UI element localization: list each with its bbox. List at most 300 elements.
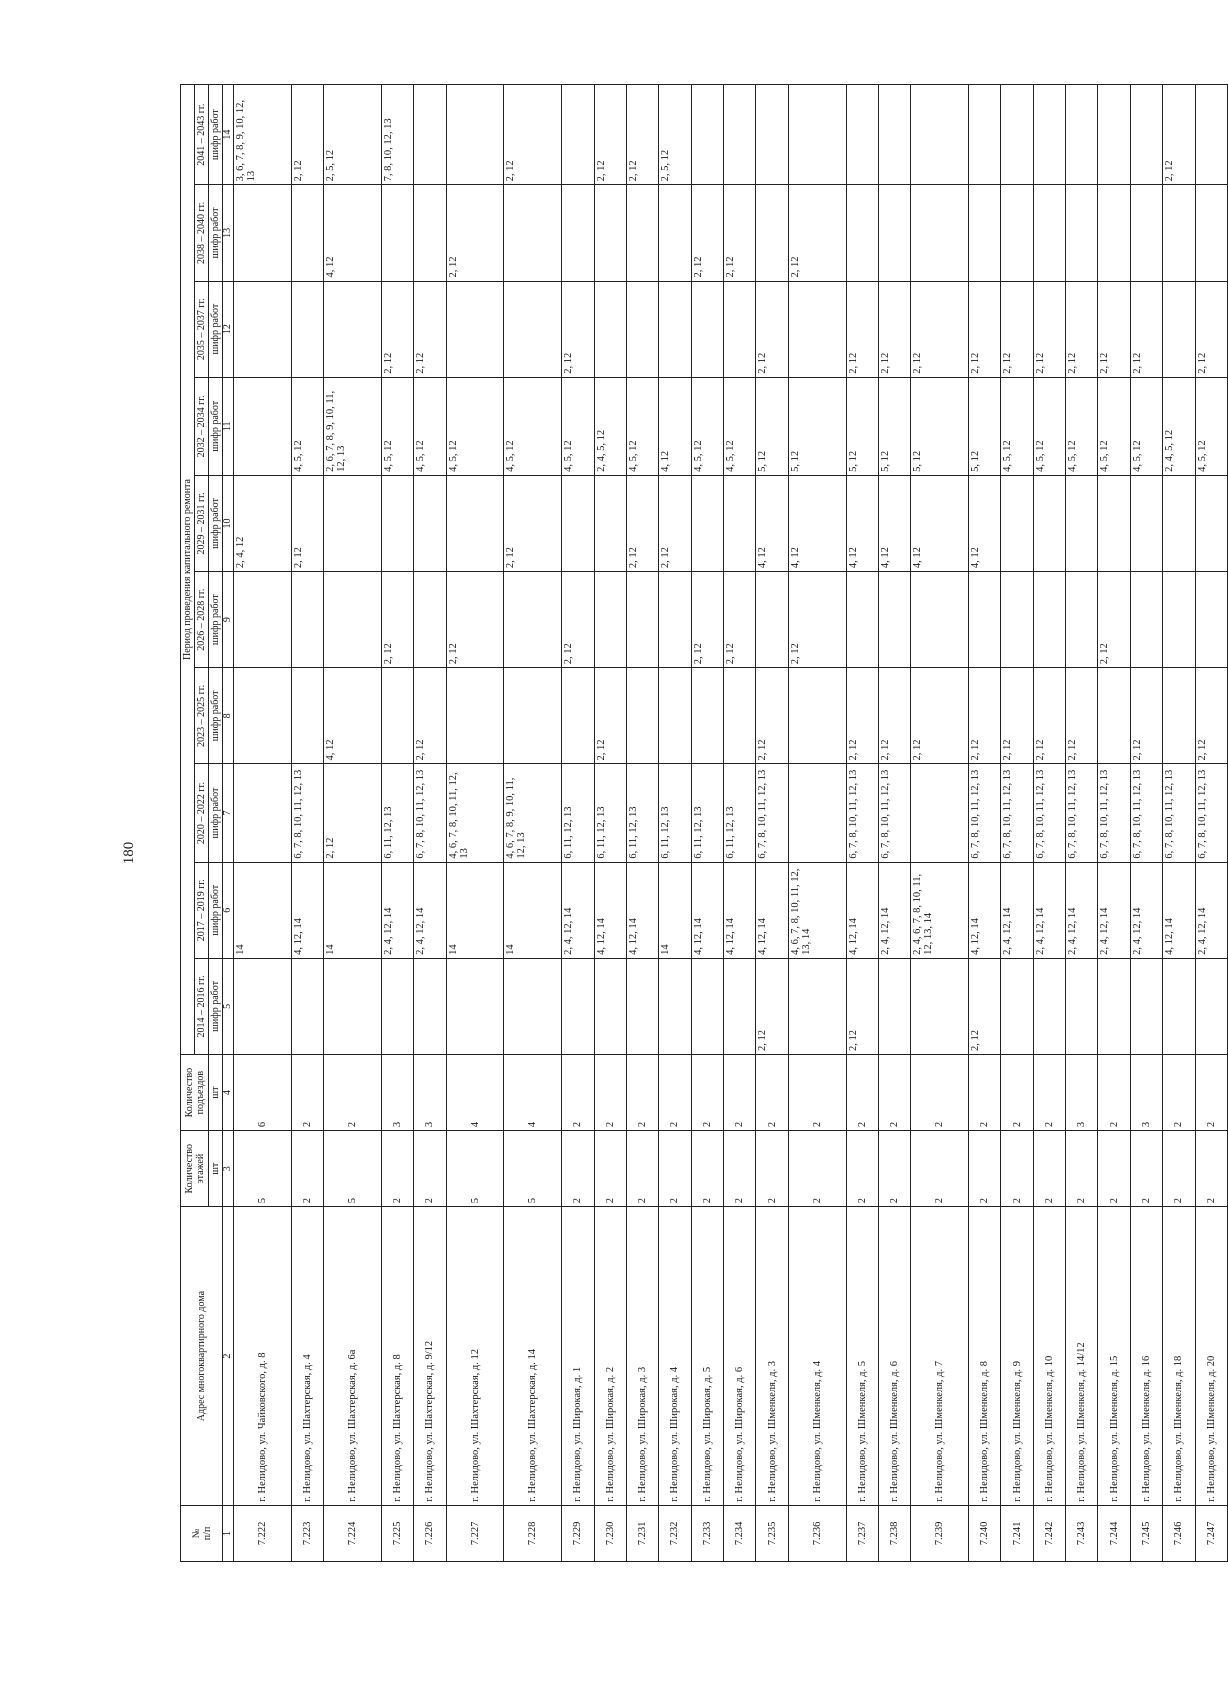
column-number-12: 12 [223,281,234,377]
row-address: г. Нелидово, ул. Шменкеля, д. 6 [878,1207,910,1506]
row-period-cell: 4, 5, 12 [1195,377,1227,475]
row-period-cell [878,185,910,281]
row-entrances: 2 [691,1055,723,1131]
row-period-cell: 6, 7, 8, 10, 11, 12, 13 [969,764,1001,862]
table-row [504,85,562,1562]
row-entrances: 2 [911,1055,969,1131]
row-number: 7.239 [911,1505,969,1561]
row-entrances: 2 [878,1055,910,1131]
row-period-cell: 2, 12 [1130,281,1162,377]
row-period-cell: 2, 12 [291,475,323,571]
row-period-cell [414,958,446,1054]
row-period-cell: 2, 4, 5, 12 [594,377,626,475]
row-period-cell [1163,572,1195,668]
table-row [846,85,878,1562]
row-period-cell [756,185,788,281]
row-period-cell: 6, 7, 8, 10, 11, 12, 13 [414,764,446,862]
column-number-11: 11 [223,377,234,475]
row-period-cell: 2, 12 [626,475,658,571]
row-period-cell: 6, 11, 12, 13 [594,764,626,862]
row-period-cell [1130,572,1162,668]
row-period-cell [846,572,878,668]
row-period-cell: 2, 12 [788,572,846,668]
row-period-cell [1066,85,1098,185]
header-period-unit-0: шифр работ [209,958,223,1054]
column-number-14: 14 [223,85,234,185]
row-period-cell [691,958,723,1054]
row-period-cell [504,668,562,764]
row-period-cell [691,281,723,377]
header-floors-unit: шт [209,1131,223,1207]
row-period-cell: 6, 7, 8, 10, 11, 12, 13 [846,764,878,862]
row-address: г. Нелидово, ул. Шменкеля, д. 7 [911,1207,969,1506]
row-period-cell: 5, 12 [756,377,788,475]
row-period-cell: 4, 12 [969,475,1001,571]
row-number: 7.242 [1033,1505,1065,1561]
row-period-cell: 6, 7, 8, 10, 11, 12, 13 [756,764,788,862]
table-row [1001,85,1033,1562]
row-period-cell [1195,185,1227,281]
row-period-cell: 6, 7, 8, 10, 11, 12, 13 [1066,764,1098,862]
row-period-cell: 5, 12 [969,377,1001,475]
row-period-cell: 2, 12 [756,958,788,1054]
row-address: г. Нелидово, ул. Шменкеля, д. 15 [1098,1207,1130,1506]
row-period-cell [911,85,969,185]
row-period-cell [691,475,723,571]
row-period-cell: 2, 12 [1130,668,1162,764]
row-entrances: 2 [626,1055,658,1131]
row-period-cell [1130,958,1162,1054]
row-period-cell: 2, 5, 12 [659,85,691,185]
row-address: г. Нелидово, ул. Шахтерская, д. 6а [324,1207,382,1506]
row-period-cell [788,281,846,377]
row-address: г. Нелидово, ул. Широкая, д. 3 [626,1207,658,1506]
row-period-cell [626,281,658,377]
page-number: 180 [121,841,137,865]
row-period-cell [1195,958,1227,1054]
row-period-cell [691,668,723,764]
row-address: г. Нелидово, ул. Чайковского, д. 8 [234,1207,292,1506]
row-period-cell [659,185,691,281]
table-row [446,85,504,1562]
header-period-2: 2020 – 2022 гг. [195,764,209,862]
row-number: 7.223 [291,1505,323,1561]
row-entrances: 3 [1130,1055,1162,1131]
row-number: 7.237 [846,1505,878,1561]
row-floors: 2 [291,1131,323,1207]
row-floors: 2 [969,1131,1001,1207]
row-period-cell: 2, 12 [504,85,562,185]
row-period-cell [756,572,788,668]
row-period-cell [724,475,756,571]
column-number-8: 8 [223,668,234,764]
row-entrances: 2 [562,1055,594,1131]
row-period-cell [1098,668,1130,764]
row-number: 7.231 [626,1505,658,1561]
row-period-cell: 2, 12 [414,668,446,764]
table-row [878,85,910,1562]
row-period-cell [626,958,658,1054]
row-floors: 2 [878,1131,910,1207]
column-number-7: 7 [223,764,234,862]
row-number: 7.224 [324,1505,382,1561]
row-period-cell [724,281,756,377]
header-entrances-unit: шт [209,1055,223,1131]
row-address: г. Нелидово, ул. Шменкеля, д. 3 [756,1207,788,1506]
row-period-cell [1195,85,1227,185]
row-period-cell [1033,572,1065,668]
row-period-cell: 2, 12 [1001,281,1033,377]
header-period-unit-1: шифр работ [209,862,223,958]
row-period-cell [324,281,382,377]
row-period-cell: 2, 12 [756,668,788,764]
row-period-cell: 6, 11, 12, 13 [724,764,756,862]
row-period-cell: 4, 12, 14 [969,862,1001,958]
row-address: г. Нелидово, ул. Шменкеля, д. 14/12 [1066,1207,1098,1506]
row-period-cell [414,572,446,668]
row-number: 7.236 [788,1505,846,1561]
row-entrances: 2 [724,1055,756,1131]
row-number: 7.226 [414,1505,446,1561]
row-period-cell: 2, 12 [1066,281,1098,377]
row-period-cell: 4, 6, 7, 8, 10, 11, 12, 13 [446,764,504,862]
row-period-cell [504,281,562,377]
row-address: г. Нелидово, ул. Широкая, д. 6 [724,1207,756,1506]
row-number: 7.229 [562,1505,594,1561]
row-period-cell [1098,185,1130,281]
row-address: г. Нелидово, ул. Шменкеля, д. 16 [1130,1207,1162,1506]
row-period-cell [562,958,594,1054]
column-number-3: 3 [223,1131,234,1207]
row-floors: 2 [659,1131,691,1207]
row-period-cell: 4, 5, 12 [504,377,562,475]
row-period-cell: 2, 12 [381,572,413,668]
header-period-1: 2017 – 2019 гг. [195,862,209,958]
table-row [1033,85,1065,1562]
row-period-cell: 2, 4, 12, 14 [878,862,910,958]
row-period-cell: 6, 7, 8, 10, 11, 12, 13 [291,764,323,862]
table-row [724,85,756,1562]
header-floors: Количество этажей [181,1131,209,1207]
row-period-cell [1001,475,1033,571]
row-period-cell: 4, 5, 12 [691,377,723,475]
column-number-10: 10 [223,475,234,571]
row-number: 7.235 [756,1505,788,1561]
row-period-cell: 4, 5, 12 [562,377,594,475]
row-period-cell: 6, 11, 12, 13 [381,764,413,862]
row-period-cell: 2, 12 [724,572,756,668]
row-period-cell: 3, 6, 7, 8, 9, 10, 12, 13 [234,85,292,185]
row-period-cell: 4, 12, 14 [1163,862,1195,958]
row-period-cell: 2, 12 [1098,281,1130,377]
row-period-cell: 4, 5, 12 [1066,377,1098,475]
row-entrances: 2 [291,1055,323,1131]
row-address: г. Нелидово, ул. Широкая, д. 5 [691,1207,723,1506]
row-period-cell [1001,185,1033,281]
row-period-cell: 2, 12 [969,668,1001,764]
row-period-cell: 4, 12 [324,668,382,764]
row-period-cell: 2, 12 [1098,572,1130,668]
row-period-cell [594,958,626,1054]
table-row [1098,85,1130,1562]
row-entrances: 2 [659,1055,691,1131]
row-period-cell [1098,85,1130,185]
table-row [562,85,594,1562]
row-address: г. Нелидово, ул. Шменкеля, д. 4 [788,1207,846,1506]
row-period-cell [1066,475,1098,571]
row-period-cell [911,185,969,281]
row-period-cell [1195,475,1227,571]
row-period-cell [414,185,446,281]
row-address: г. Нелидово, ул. Широкая, д. 4 [659,1207,691,1506]
row-period-cell: 2, 12 [846,668,878,764]
table-row [659,85,691,1562]
row-period-cell: 2, 4, 6, 7, 8, 10, 11, 12, 13, 14 [911,862,969,958]
row-floors: 2 [1033,1131,1065,1207]
row-address: г. Нелидово, ул. Шахтерская, д. 8 [381,1207,413,1506]
row-period-cell: 2, 4, 12, 14 [1195,862,1227,958]
row-period-cell: 4, 5, 12 [291,377,323,475]
row-period-cell [562,475,594,571]
row-period-cell [1163,185,1195,281]
header-period-unit-6: шифр работ [209,377,223,475]
row-floors: 2 [846,1131,878,1207]
header-entrances: Количество подъездов [181,1055,209,1131]
row-period-cell [1195,572,1227,668]
row-floors: 2 [1130,1131,1162,1207]
row-period-cell [1163,475,1195,571]
row-period-cell: 5, 12 [788,377,846,475]
row-period-cell: 2, 12 [381,281,413,377]
table-row [291,85,323,1562]
row-period-cell [594,475,626,571]
row-period-cell [291,668,323,764]
row-period-cell [1098,475,1130,571]
column-number-4: 4 [223,1055,234,1131]
header-period-6: 2032 – 2034 гг. [195,377,209,475]
row-number: 7.238 [878,1505,910,1561]
row-period-cell: 6, 7, 8, 10, 11, 12, 13 [1098,764,1130,862]
row-period-cell [788,764,846,862]
row-period-cell: 4, 12, 14 [691,862,723,958]
row-period-cell [324,958,382,1054]
row-floors: 2 [911,1131,969,1207]
row-period-cell: 5, 12 [911,377,969,475]
row-period-cell [504,958,562,1054]
row-period-cell [878,85,910,185]
row-period-cell: 4, 12 [756,475,788,571]
row-floors: 2 [1195,1131,1227,1207]
row-period-cell [1001,958,1033,1054]
row-period-cell [594,572,626,668]
row-period-cell: 7, 8, 10, 12, 13 [381,85,413,185]
table-row [969,85,1001,1562]
row-period-cell: 4, 12 [324,185,382,281]
row-period-cell [1163,668,1195,764]
row-period-cell: 2, 12 [911,281,969,377]
row-period-cell: 6, 11, 12, 13 [659,764,691,862]
row-period-cell: 2, 12 [659,475,691,571]
header-period-8: 2038 – 2040 гг. [195,185,209,281]
row-period-cell: 6, 11, 12, 13 [626,764,658,862]
row-period-cell: 2, 12 [1033,668,1065,764]
table-row [1163,85,1195,1562]
row-period-cell [446,281,504,377]
row-floors: 5 [446,1131,504,1207]
row-period-cell: 2, 12 [1195,281,1227,377]
row-period-cell [562,185,594,281]
row-period-cell [234,377,292,475]
row-period-cell: 4, 12, 14 [291,862,323,958]
row-period-cell: 2, 12 [1001,668,1033,764]
row-period-cell [234,764,292,862]
row-period-cell: 2, 12 [878,281,910,377]
row-period-cell: 2, 4, 5, 12 [1163,377,1195,475]
row-period-cell [414,475,446,571]
row-period-cell [1033,958,1065,1054]
row-period-cell [846,185,878,281]
row-floors: 2 [1066,1131,1098,1207]
row-period-cell: 14 [504,862,562,958]
row-period-cell [291,958,323,1054]
row-period-cell [659,281,691,377]
row-entrances: 2 [788,1055,846,1131]
row-entrances: 2 [1098,1055,1130,1131]
row-address: г. Нелидово, ул. Шахтерская, д. 4 [291,1207,323,1506]
row-period-cell [969,85,1001,185]
row-period-cell: 2, 12 [878,668,910,764]
row-entrances: 3 [1066,1055,1098,1131]
header-period-unit-8: шифр работ [209,185,223,281]
row-number: 7.227 [446,1505,504,1561]
row-period-cell [1033,185,1065,281]
row-period-cell [562,85,594,185]
header-period-unit-9: шифр работ [209,85,223,185]
row-floors: 5 [324,1131,382,1207]
row-period-cell: 4, 5, 12 [1098,377,1130,475]
row-period-cell: 4, 12, 14 [626,862,658,958]
row-period-cell [878,572,910,668]
row-period-cell: 2, 4, 12, 14 [562,862,594,958]
row-floors: 2 [788,1131,846,1207]
row-period-cell [1066,185,1098,281]
row-period-cell: 2, 12 [504,475,562,571]
row-period-cell: 2, 12 [969,281,1001,377]
row-period-cell: 2, 4, 12 [234,475,292,571]
row-period-cell [788,958,846,1054]
row-period-cell [562,668,594,764]
row-period-cell: 4, 6, 7, 8, 9, 10, 11, 12, 13 [504,764,562,862]
row-period-cell: 2, 4, 12, 14 [381,862,413,958]
row-period-cell [911,764,969,862]
row-period-cell [878,958,910,1054]
row-period-cell: 4, 12, 14 [594,862,626,958]
row-period-cell: 14 [446,862,504,958]
row-period-cell [381,668,413,764]
row-period-cell: 2, 4, 12, 14 [1130,862,1162,958]
row-period-cell: 2, 12 [446,185,504,281]
row-period-cell [659,958,691,1054]
row-entrances: 2 [846,1055,878,1131]
header-period: Период проведения капитального ремонта [181,85,195,1055]
row-period-cell [1130,475,1162,571]
row-number: 7.228 [504,1505,562,1561]
row-number: 7.233 [691,1505,723,1561]
row-period-cell [594,281,626,377]
row-period-cell: 2, 12 [1195,668,1227,764]
row-period-cell: 2, 12 [291,85,323,185]
table-row [594,85,626,1562]
row-entrances: 2 [1195,1055,1227,1131]
row-period-cell [788,85,846,185]
row-period-cell [446,85,504,185]
row-period-cell [414,85,446,185]
row-period-cell: 4, 5, 12 [626,377,658,475]
column-number-2: 2 [223,1207,234,1506]
row-period-cell: 2, 4, 12, 14 [414,862,446,958]
row-period-cell: 4, 12 [911,475,969,571]
row-entrances: 4 [446,1055,504,1131]
row-floors: 2 [626,1131,658,1207]
row-period-cell [594,185,626,281]
row-period-cell: 2, 12 [324,764,382,862]
row-number: 7.232 [659,1505,691,1561]
row-period-cell: 2, 4, 12, 14 [1033,862,1065,958]
row-period-cell: 14 [659,862,691,958]
row-period-cell [1163,958,1195,1054]
row-number: 7.222 [234,1505,292,1561]
row-period-cell [969,185,1001,281]
row-number: 7.241 [1001,1505,1033,1561]
repair-schedule-table [180,84,1228,1562]
row-period-cell: 6, 7, 8, 10, 11, 12, 13 [1033,764,1065,862]
table-body [234,85,1228,1562]
header-period-unit-3: шифр работ [209,668,223,764]
row-period-cell [1098,958,1130,1054]
row-period-cell: 2, 12 [691,572,723,668]
row-floors: 2 [1098,1131,1130,1207]
row-entrances: 2 [969,1055,1001,1131]
row-period-cell [969,572,1001,668]
table-row [414,85,446,1562]
header-period-9: 2041 – 2043 гг. [195,85,209,185]
row-address: г. Нелидово, ул. Шменкеля, д. 10 [1033,1207,1065,1506]
row-entrances: 3 [381,1055,413,1131]
row-period-cell [234,572,292,668]
row-period-cell [1130,185,1162,281]
row-period-cell: 4, 12 [788,475,846,571]
row-floors: 2 [381,1131,413,1207]
row-period-cell [234,185,292,281]
row-address: г. Нелидово, ул. Шахтерская, д. 12 [446,1207,504,1506]
row-floors: 5 [504,1131,562,1207]
row-period-cell: 6, 7, 8, 10, 11, 12, 13 [878,764,910,862]
row-floors: 5 [234,1131,292,1207]
table-row [234,85,292,1562]
row-period-cell: 6, 11, 12, 13 [562,764,594,862]
row-address: г. Нелидово, ул. Шменкеля, д. 20 [1195,1207,1227,1506]
row-period-cell [911,572,969,668]
row-period-cell [659,668,691,764]
row-floors: 2 [756,1131,788,1207]
row-period-cell: 2, 12 [846,958,878,1054]
header-period-7: 2035 – 2037 гг. [195,281,209,377]
row-period-cell: 2, 12 [691,185,723,281]
row-period-cell [724,668,756,764]
row-period-cell [234,281,292,377]
row-address: г. Нелидово, ул. Шменкеля, д. 8 [969,1207,1001,1506]
column-number-6: 6 [223,862,234,958]
